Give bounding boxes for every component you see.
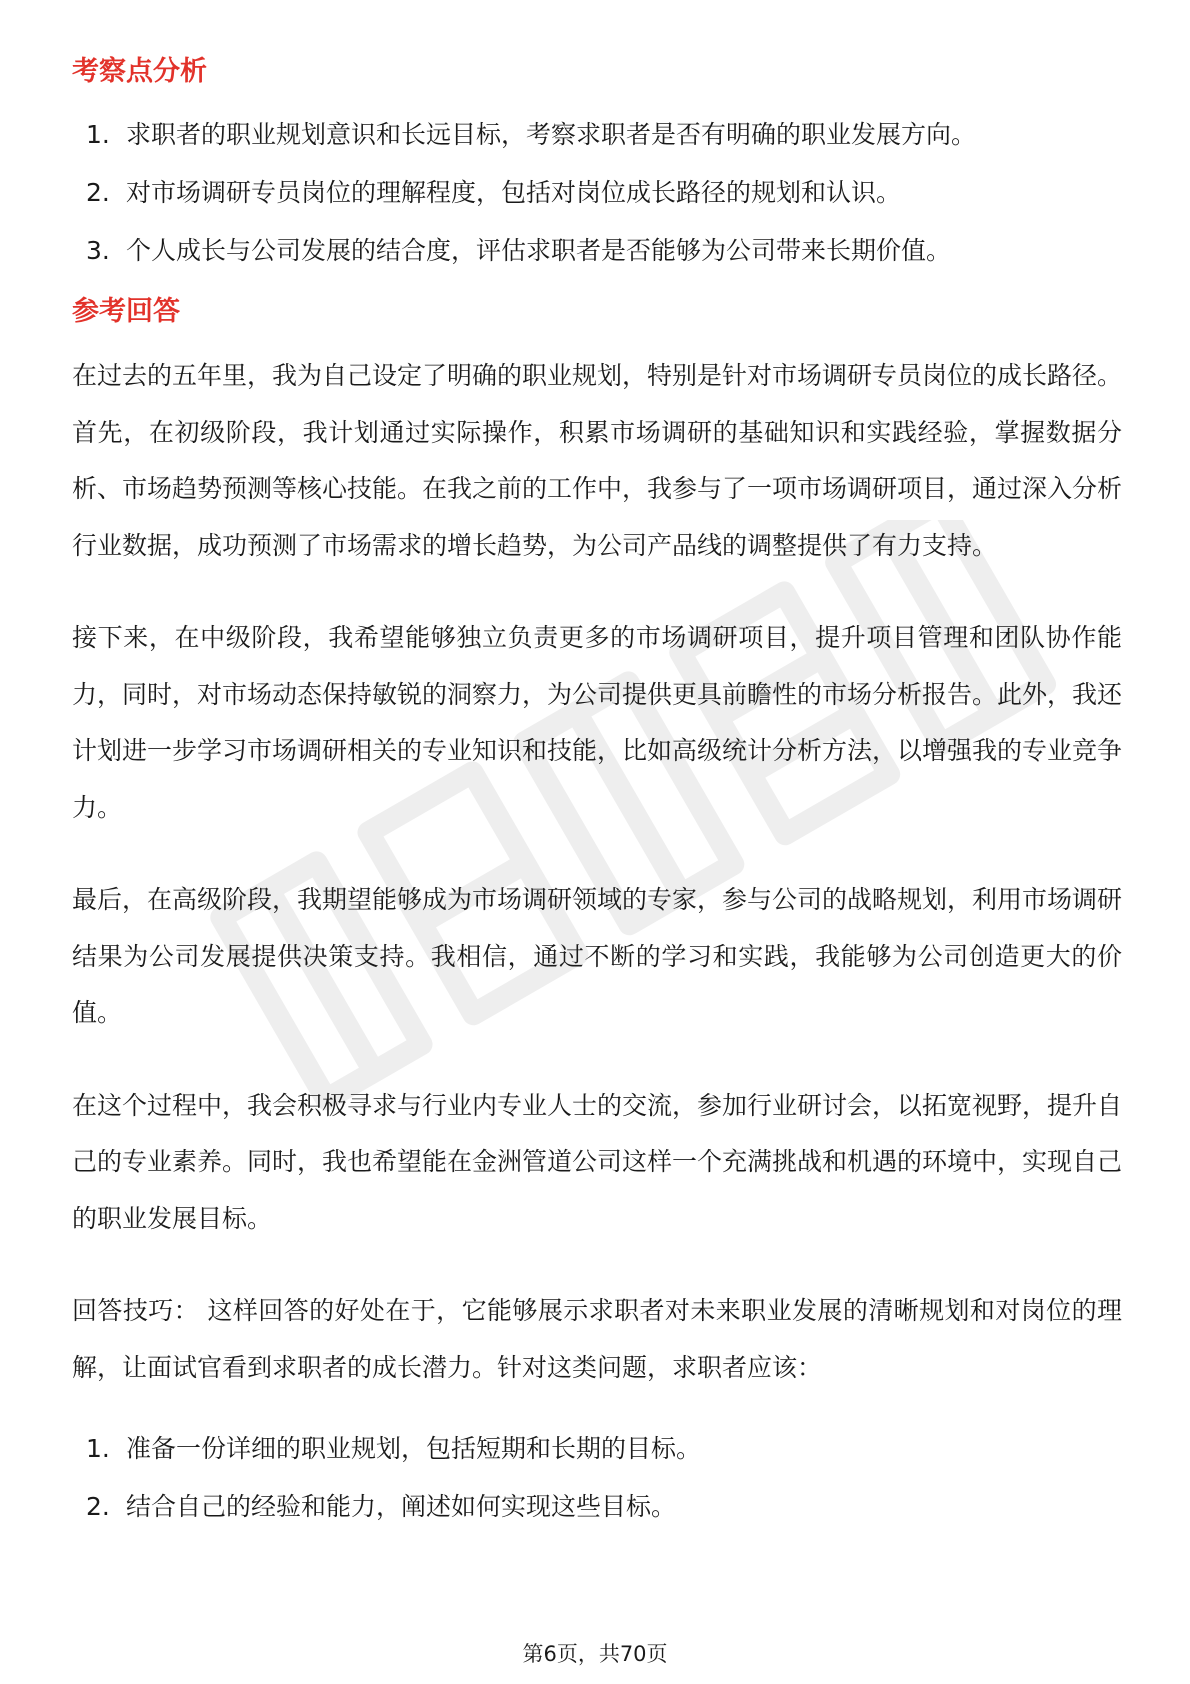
answer-paragraph-4: 在这个过程中，我会积极寻求与行业内专业人士的交流，参加行业研讨会，以拓宽视野，提升自己的专业素养。同时，我也希望能在金洲管道公司这样一个充满挑战和机遇的环境中，实现自己的职业发展目标。 <box>72 1090 1123 1233</box>
list-item <box>72 176 1122 210</box>
answer-tips-paragraph: 回答技巧： 这样回答的好处在于，它能够展示求职者对未来职业发展的清晰规划和对岗位的理解，让面试官看到求职者的成长潜力。针对这类问题，求职者应该： <box>72 1296 1122 1382</box>
list-item <box>72 234 1122 268</box>
list-item-number: 1. <box>86 1434 110 1463</box>
list-item-text: 求职者的职业规划意识和长远目标，考察求职者是否有明确的职业发展方向。 <box>126 120 977 149</box>
analysis-heading: 考察点分析 <box>72 56 207 87</box>
list-item-number: 2. <box>86 178 110 207</box>
answer-paragraph-3: 最后，在高级阶段，我期望能够成为市场调研领域的专家，参与公司的战略规划，利用市场调研结果为公司发展提供决策支持。我相信，通过不断的学习和实践，我能够为公司创造更大的价值。 <box>72 885 1123 1027</box>
list-item-text: 个人成长与公司发展的结合度，评估求职者是否能够为公司带来长期价值。 <box>126 236 952 265</box>
list-item-text: 准备一份详细的职业规划，包括短期和长期的目标。 <box>126 1434 702 1463</box>
analysis-list <box>72 118 1122 268</box>
answer-paragraph-1: 在过去的五年里，我为自己设定了明确的职业规划，特别是针对市场调研专员岗位的成长路径。首先，在初级阶段，我计划通过实际操作，积累市场调研的基础知识和实践经验，掌握数据分析、市场趋势预测等核心技能。在我之前的工作中，我参与了一项市场调研项目，通过深入分析行业数据，成功预测了市场需求的增长趋势，为公司产品线的调整提供了有力支持。 <box>72 361 1123 560</box>
list-item-number: 1. <box>86 120 110 149</box>
answer-heading: 参考回答 <box>72 296 180 327</box>
list-item-text: 对市场调研专员岗位的理解程度，包括对岗位成长路径的规划和认识。 <box>126 178 902 207</box>
page-number-footer: 第6页，共70页 <box>522 1642 668 1666</box>
tips-list <box>72 1432 1122 1524</box>
list-item-text: 结合自己的经验和能力，阐述如何实现这些目标。 <box>126 1492 677 1521</box>
list-item-number: 3. <box>86 236 110 265</box>
list-item <box>72 1490 1122 1524</box>
document-page <box>72 44 1122 1548</box>
list-item-number: 2. <box>86 1492 110 1521</box>
list-item <box>72 1432 1122 1466</box>
list-item <box>72 118 1122 152</box>
answer-paragraph-2: 接下来，在中级阶段，我希望能够独立负责更多的市场调研项目，提升项目管理和团队协作能力，同时，对市场动态保持敏锐的洞察力，为公司提供更具前瞻性的市场分析报告。此外，我还计划进一步学习市场调研相关的专业知识和技能，比如高级统计分析方法，以增强我的专业竞争力。 <box>72 623 1123 822</box>
